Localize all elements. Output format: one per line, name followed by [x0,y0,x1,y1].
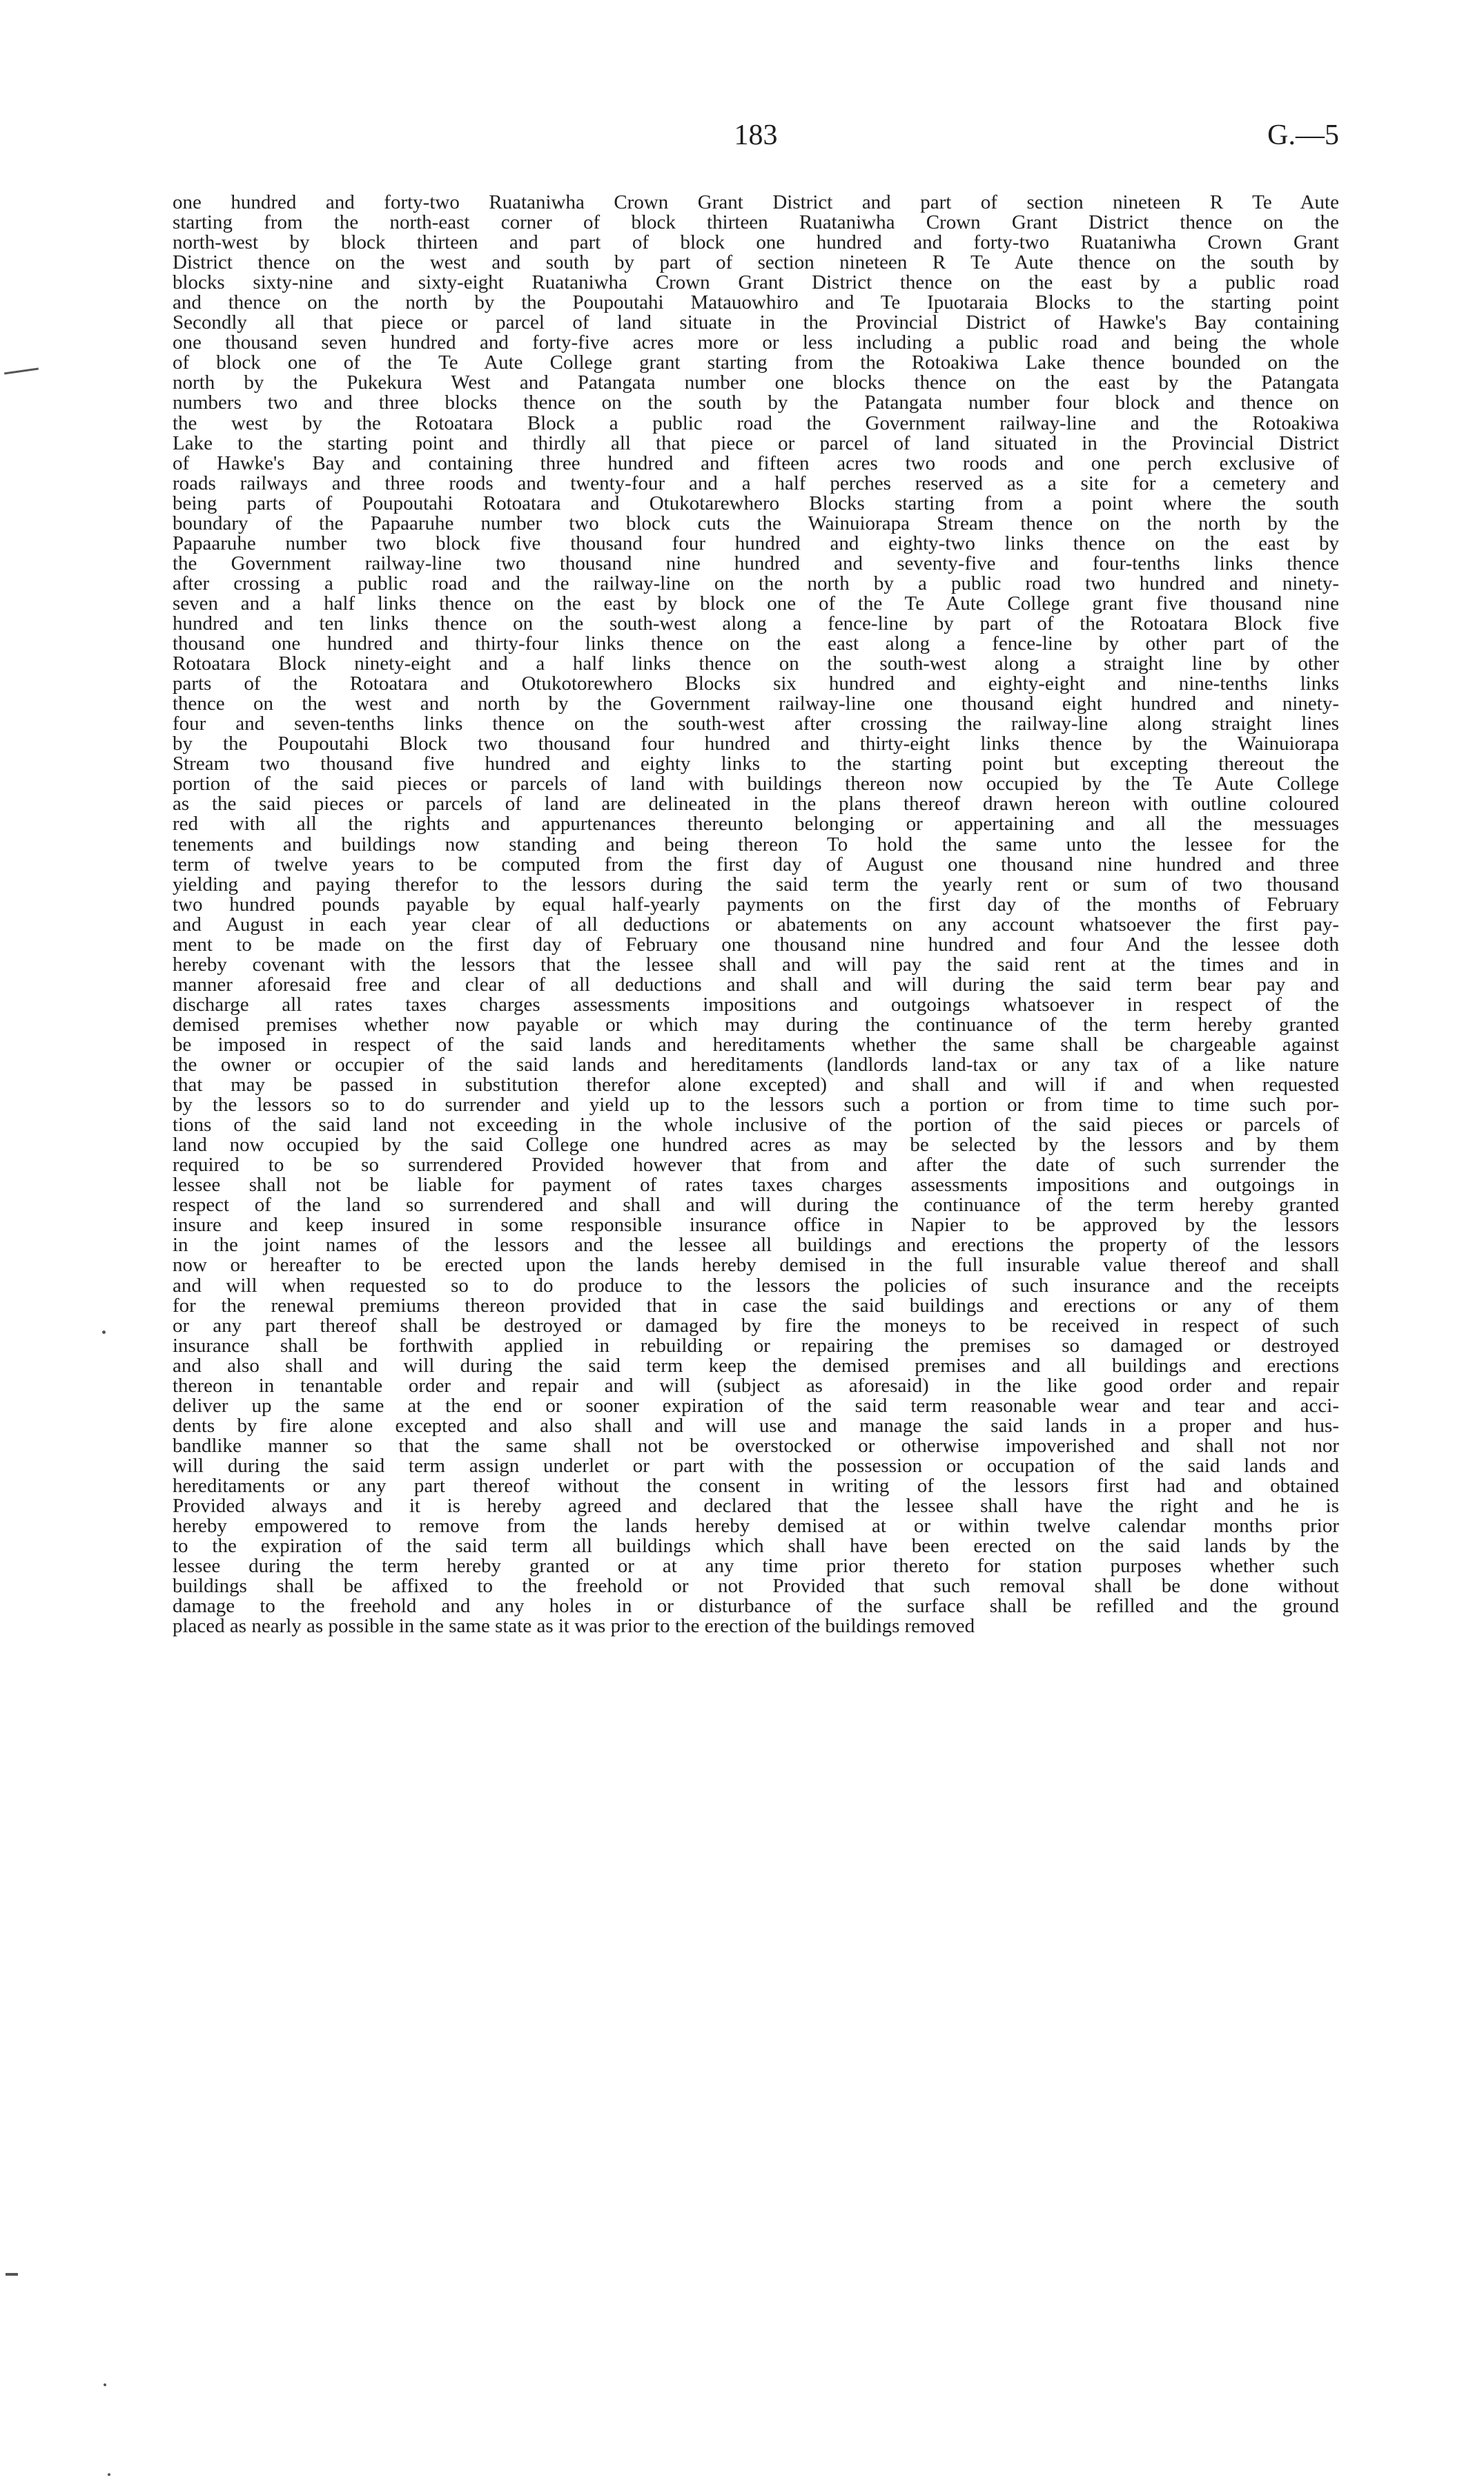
text-line: hereditaments or any part thereof without the consent in writing of the lessors first had and obtained [173,1476,1339,1497]
text-line: one thousand seven hundred and forty-five acres more or less including a public road and being the whole [173,333,1339,354]
paper-code: G.—5 [1267,119,1339,151]
text-line: will during the said term assign underlet or part with the possession or occupation of the said lands and [173,1455,1339,1476]
text-line: hereby covenant with the lessors that the lessee shall and will pay the said rent at the times and in [173,954,1339,975]
text-line: the Government railway-line two thousand nine hundred and seventy-five and four-tenths links thence [173,553,1339,574]
text-line: tions of the said land not exceeding in the whole inclusive of the portion of the said pieces or parcels of [173,1115,1339,1136]
text-line: red with all the rights and appurtenances thereunto belonging or appertaining and all the messuages [173,814,1339,835]
text-line: manner aforesaid free and clear of all deductions and shall and will during the said term bear pay and [173,974,1339,995]
text-line: in the joint names of the lessors and the lessee all buildings and erections the property of the lessors [173,1235,1339,1256]
text-line: and August in each year clear of all deductions or abatements on any account whatsoever the first pay- [173,914,1339,935]
margin-mark [108,2473,110,2476]
text-line: ment to be made on the first day of February one thousand nine hundred and four And the lessee doth [173,934,1339,955]
text-line: deliver up the same at the end or sooner expiration of the said term reasonable wear and tear and acci- [173,1395,1339,1416]
text-line: Papaaruhe number two block five thousand four hundred and eighty-two links thence on the east by [173,533,1339,554]
text-line: roads railways and three roods and twenty-four and a half perches reserved as a site for a cemetery and [173,473,1339,494]
text-line: required to be so surrendered Provided however that from and after the date of such surrender the [173,1155,1339,1176]
text-line: the owner or occupier of the said lands and hereditaments (landlords land-tax or any tax of a like nature [173,1055,1339,1076]
text-line: term of twelve years to be computed from the first day of August one thousand nine hundred and three [173,854,1339,875]
text-line: for the renewal premiums thereon provided that in case the said buildings and erections or any of them [173,1295,1339,1316]
text-line: the west by the Rotoatara Block a public road the Government railway-line and the Rotoakiwa [173,413,1339,434]
text-line: be imposed in respect of the said lands and hereditaments whether the same shall be chargeable against [173,1034,1339,1056]
text-line: numbers two and three blocks thence on the south by the Patangata number four block and thence on [173,393,1339,414]
text-line: dents by fire alone excepted and also shall and will use and manage the said lands in a proper and hus- [173,1415,1339,1436]
text-line: and also shall and will during the said term keep the demised premises and all buildings and erections [173,1355,1339,1376]
text-line: or any part thereof shall be destroyed or damaged by fire the moneys to be received in respect of such [173,1315,1339,1336]
text-line: by the Poupoutahi Block two thousand four hundred and thirty-eight links thence by the Wainuiorapa [173,734,1339,755]
text-line: respect of the land so surrendered and shall and will during the continuance of the term hereby granted [173,1195,1339,1216]
text-line: boundary of the Papaaruhe number two block cuts the Wainuiorapa Stream thence on the north by the [173,513,1339,534]
text-line: Lake to the starting point and thirdly all that piece or parcel of land situated in the Provincial District [173,433,1339,454]
text-line: lessee during the term hereby granted or at any time prior thereto for station purposes whether such [173,1556,1339,1577]
text-line: after crossing a public road and the railway-line on the north by a public road two hundred and ninety- [173,573,1339,594]
text-line: yielding and paying therefor to the lessors during the said term the yearly rent or sum of two thousand [173,874,1339,895]
page-number: 183 [734,119,778,151]
text-line: insure and keep insured in some responsible insurance office in Napier to be approved by the lessors [173,1215,1339,1236]
text-line: District thence on the west and south by part of section nineteen R Te Aute thence on the south by [173,253,1339,273]
text-line: Secondly all that piece or parcel of land situate in the Provincial District of Hawke's Bay containing [173,313,1339,333]
text-line: four and seven-tenths links thence on the south-west after crossing the railway-line along straight lines [173,714,1339,735]
text-line: Stream two thousand five hundred and eighty links to the starting point but excepting thereout the [173,754,1339,775]
text-line: and will when requested so to do produce to the lessors the policies of such insurance and the receipts [173,1275,1339,1296]
text-line: being parts of Poupoutahi Rotoatara and Otukotarewhero Blocks starting from a point where the south [173,493,1339,514]
text-line: Provided always and it is hereby agreed and declared that the lessee shall have the right and he is [173,1496,1339,1517]
text-line: hundred and ten links thence on the south-west along a fence-line by part of the Rotoatara Block five [173,613,1339,635]
text-line: hereby empowered to remove from the lands hereby demised at or within twelve calendar months prior [173,1516,1339,1537]
text-line: lessee shall not be liable for payment of rates taxes charges assessments impositions and outgoings in [173,1175,1339,1196]
text-line: now or hereafter to be erected upon the lands hereby demised in the full insurable value thereof and shall [173,1255,1339,1276]
text-line: seven and a half links thence on the east by block one of the Te Aute College grant five thousand nine [173,593,1339,614]
text-line: placed as nearly as possible in the same state as it was prior to the erection of the buildings removed [173,1616,975,1637]
margin-mark [104,2383,106,2386]
text-line: to the expiration of the said term all buildings which shall have been erected on the said lands by the [173,1536,1339,1557]
text-line: north-west by block thirteen and part of block one hundred and forty-two Ruataniwha Crown Grant [173,233,1339,253]
text-line: thence on the west and north by the Government railway-line one thousand eight hundred and ninety- [173,694,1339,715]
text-line: insurance shall be forthwith applied in rebuilding or repairing the premises so damaged or destroyed [173,1335,1339,1356]
text-line: tenements and buildings now standing and being thereon To hold the same unto the lessee for the [173,834,1339,855]
text-line: by the lessors so to do surrender and yield up to the lessors such a portion or from time to time such por- [173,1095,1339,1116]
text-line: thousand one hundred and thirty-four links thence on the east along a fence-line by other part of the [173,634,1339,655]
text-line: discharge all rates taxes charges assessments impositions and outgoings whatsoever in respect of the [173,994,1339,1015]
text-line: blocks sixty-nine and sixty-eight Ruataniwha Crown Grant District thence on the east by a public road [173,273,1339,293]
text-line: portion of the said pieces or parcels of land with buildings thereon now occupied by the Te Aute College [173,774,1339,795]
text-line: demised premises whether now payable or which may during the continuance of the term hereby granted [173,1014,1339,1035]
margin-mark [4,368,39,375]
text-line: thereon in tenantable order and repair and will (subject as aforesaid) in the like good order and repair [173,1375,1339,1396]
text-line: Rotoatara Block ninety-eight and a half links thence on the south-west along a straight line by other [173,654,1339,675]
text-line: as the said pieces or parcels of land are delineated in the plans thereof drawn hereon with outline coloured [173,794,1339,815]
text-line: starting from the north-east corner of block thirteen Ruataniwha Crown Grant District thence on the [173,213,1339,233]
text-line: of block one of the Te Aute College grant starting from the Rotoakiwa Lake thence bounded on the [173,353,1339,374]
text-line: that may be passed in substitution therefor alone excepted) and shall and will if and when requested [173,1075,1339,1096]
text-line: land now occupied by the said College one hundred acres as may be selected by the lessors and by them [173,1135,1339,1156]
text-line: damage to the freehold and any holes in or disturbance of the surface shall be refilled and the ground [173,1596,1339,1617]
text-line: parts of the Rotoatara and Otukotorewhero Blocks six hundred and eighty-eight and nine-tenths links [173,674,1339,695]
margin-mark [6,2273,18,2276]
text-line: bandlike manner so that the same shall not be overstocked or otherwise impoverished and shall not nor [173,1435,1339,1456]
text-line: north by the Pukekura West and Patangata number one blocks thence on the east by the Patangata [173,373,1339,394]
body-text [173,193,1339,1636]
text-line: and thence on the north by the Poupoutahi Matauowhiro and Te Ipuotaraia Blocks to the starting point [173,293,1339,313]
text-line: buildings shall be affixed to the freehold or not Provided that such removal shall be done without [173,1576,1339,1597]
margin-mark [102,1330,106,1334]
text-line: two hundred pounds payable by equal half-yearly payments on the first day of the months of February [173,894,1339,915]
text-line: one hundred and forty-two Ruataniwha Crown Grant District and part of section nineteen R Te Aute [173,193,1339,213]
text-line: of Hawke's Bay and containing three hundred and fifteen acres two roods and one perch exclusive of [173,453,1339,474]
